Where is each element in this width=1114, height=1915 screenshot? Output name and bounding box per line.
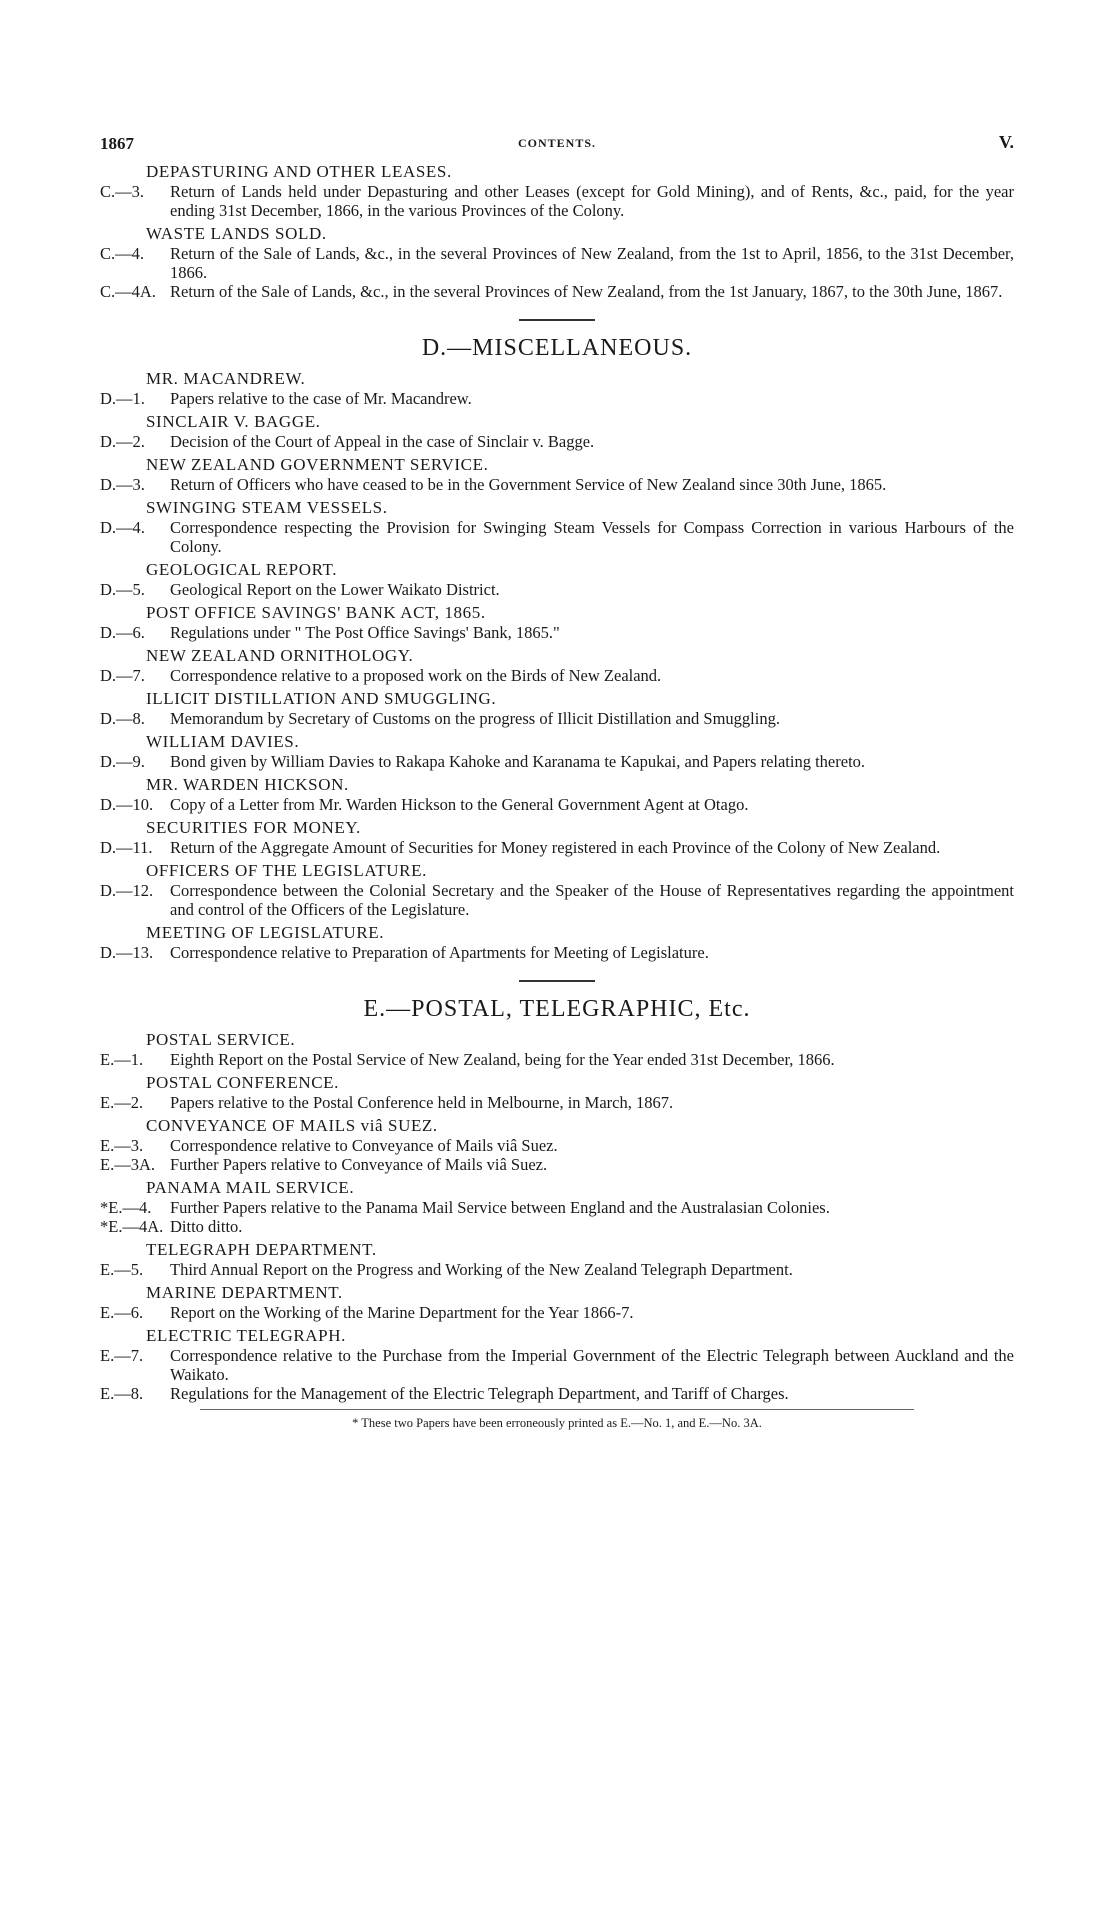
subject-heading: SECURITIES FOR MONEY. [146,818,361,837]
paper-entry [100,244,1014,282]
paper-title: Eighth Report on the Postal Service of New Zealand, being for the Year ended 31st December, 1866. [170,1050,835,1069]
paper-code: D.—3. [100,475,145,494]
paper-title: Regulations under " The Post Office Savings' Bank, 1865." [170,623,560,642]
contents-list [100,161,1014,1403]
subject-heading: MARINE DEPARTMENT. [146,1283,343,1302]
subject-heading: NEW ZEALAND ORNITHOLOGY. [146,646,414,665]
subject-heading: OFFICERS OF THE LEGISLATURE. [146,861,427,880]
paper-code: C.—4. [100,244,145,263]
paper-entry [100,1260,1014,1279]
paper-title: Correspondence respecting the Provision for Swinging Steam Vessels for Compass Correction in various Harbours of the Colony. [170,518,1014,556]
footnote: * These two Papers have been erroneously printed as E.—No. 1, and E.—No. 3A. [352,1416,762,1430]
subject-heading: MR. WARDEN HICKSON. [146,775,349,794]
paper-entry [100,1136,1014,1155]
paper-title: Third Annual Report on the Progress and Working of the New Zealand Telegraph Department. [170,1260,793,1279]
subject-heading: POST OFFICE SAVINGS' BANK ACT, 1865. [146,603,486,622]
paper-entry [100,580,1014,599]
paper-title: Regulations for the Management of the Electric Telegraph Department, and Tariff of Charges. [170,1384,789,1403]
header-page-number: V. [998,132,1014,152]
paper-title: Correspondence between the Colonial Secretary and the Speaker of the House of Representatives regarding the appointment and control of the Officers of the Legislature. [170,881,1014,919]
paper-entry [100,1050,1014,1069]
paper-entry [100,1198,1014,1217]
contents-page [100,128,1014,1431]
paper-entry [100,432,1014,451]
subject-heading: MR. MACANDREW. [146,369,306,388]
section-heading: D.—MISCELLANEOUS. [421,335,693,361]
paper-title: Return of the Aggregate Amount of Securities for Money registered in each Province of the Colony of New Zealand. [170,838,941,857]
paper-title: Correspondence relative to Conveyance of Mails viâ Suez. [170,1136,558,1155]
paper-title: Decision of the Court of Appeal in the case of Sinclair v. Bagge. [170,432,595,451]
subject-heading: WILLIAM DAVIES. [146,732,300,751]
subject-heading: GEOLOGICAL REPORT. [146,560,338,579]
paper-title: Geological Report on the Lower Waikato District. [170,580,500,599]
paper-code: C.—3. [100,182,145,201]
paper-title: Further Papers relative to the Panama Mail Service between England and the Australasian Colonies. [170,1198,830,1217]
paper-title: Copy of a Letter from Mr. Warden Hickson to the General Government Agent at Otago. [170,795,749,814]
paper-entry [100,666,1014,685]
paper-code: D.—4. [100,518,145,537]
paper-entry [100,1217,1014,1236]
paper-entry [100,795,1014,814]
section-divider [519,319,595,321]
paper-entry [100,182,1014,220]
paper-entry [100,282,1014,301]
subject-heading: DEPASTURING AND OTHER LEASES. [146,162,452,181]
paper-entry [100,475,1014,494]
paper-title: Return of Officers who have ceased to be in the Government Service of New Zealand since 30th June, 1865. [170,475,887,494]
paper-entry [100,881,1014,919]
paper-entry [100,943,1014,962]
paper-title: Further Papers relative to Conveyance of Mails viâ Suez. [170,1155,548,1174]
paper-code: *E.—4A. [100,1217,164,1236]
paper-entry [100,838,1014,857]
paper-entry [100,752,1014,771]
paper-code: E.—7. [100,1346,144,1365]
paper-title: Report on the Working of the Marine Department for the Year 1866-7. [170,1303,634,1322]
paper-code: D.—6. [100,623,145,642]
paper-entry [100,1384,1014,1403]
paper-title: Return of the Sale of Lands, &c., in the several Provinces of New Zealand, from the 1st January, 1867, to the 30th June, 1867. [170,282,1003,301]
paper-code: D.—12. [100,881,154,900]
paper-title: Correspondence relative to a proposed work on the Birds of New Zealand. [170,666,662,685]
header-year: 1867 [100,134,134,153]
subject-heading: NEW ZEALAND GOVERNMENT SERVICE. [146,455,489,474]
paper-code: E.—6. [100,1303,144,1322]
paper-title: Memorandum by Secretary of Customs on the progress of Illicit Distillation and Smuggling. [170,709,780,728]
paper-code: D.—2. [100,432,145,451]
paper-code: *E.—4. [100,1198,152,1217]
paper-code: E.—3. [100,1136,144,1155]
paper-title: Ditto ditto. [170,1217,243,1236]
paper-entry [100,623,1014,642]
paper-entry [100,1155,1014,1174]
section-heading: E.—POSTAL, TELEGRAPHIC, Etc. [363,996,751,1022]
paper-code: D.—1. [100,389,145,408]
subject-heading: WASTE LANDS SOLD. [146,224,327,243]
paper-title: Return of the Sale of Lands, &c., in the several Provinces of New Zealand, from the 1st to April, 1856, to the 31st December, 1866. [170,244,1014,282]
subject-heading: ELECTRIC TELEGRAPH. [146,1326,346,1345]
paper-code: E.—8. [100,1384,144,1403]
subject-heading: MEETING OF LEGISLATURE. [146,923,385,942]
paper-code: E.—2. [100,1093,144,1112]
paper-title: Correspondence relative to Preparation of Apartments for Meeting of Legislature. [170,943,709,962]
paper-code: E.—1. [100,1050,144,1069]
header-title: CONTENTS. [517,136,597,150]
paper-code: D.—8. [100,709,145,728]
section-divider [519,980,595,982]
subject-heading: TELEGRAPH DEPARTMENT. [146,1240,377,1259]
paper-code: D.—5. [100,580,145,599]
paper-title: Papers relative to the Postal Conference held in Melbourne, in March, 1867. [170,1093,674,1112]
paper-title: Bond given by William Davies to Rakapa Kahoke and Karanama te Kapukai, and Papers relating thereto. [170,752,866,771]
subject-heading: PANAMA MAIL SERVICE. [146,1178,355,1197]
paper-title: Papers relative to the case of Mr. Macandrew. [170,389,472,408]
paper-entry [100,1093,1014,1112]
paper-code: E.—5. [100,1260,144,1279]
subject-heading: POSTAL SERVICE. [146,1030,296,1049]
paper-entry [100,1346,1014,1384]
subject-heading: CONVEYANCE OF MAILS viâ SUEZ. [146,1116,438,1135]
paper-code: D.—11. [100,838,153,857]
subject-heading: POSTAL CONFERENCE. [146,1073,339,1092]
paper-code: D.—9. [100,752,145,771]
running-header [100,128,1014,158]
paper-code: E.—3A. [100,1155,155,1174]
paper-code: C.—4A. [100,282,156,301]
paper-title: Return of Lands held under Depasturing and other Leases (except for Gold Mining), and of Rents, &c., paid, for the year ending 31st December, 1866, in the various Provinces of the Colony. [170,182,1014,220]
paper-code: D.—7. [100,666,145,685]
paper-entry [100,709,1014,728]
paper-code: D.—10. [100,795,154,814]
paper-code: D.—13. [100,943,154,962]
subject-heading: SINCLAIR V. BAGGE. [146,412,321,431]
paper-title: Correspondence relative to the Purchase from the Imperial Government of the Electric Telegraph between Auckland and the Waikato. [170,1346,1014,1384]
subject-heading: SWINGING STEAM VESSELS. [146,498,388,517]
paper-entry [100,389,1014,408]
subject-heading: ILLICIT DISTILLATION AND SMUGGLING. [146,689,497,708]
footnote-rule [200,1409,914,1410]
paper-entry [100,1303,1014,1322]
paper-entry [100,518,1014,556]
